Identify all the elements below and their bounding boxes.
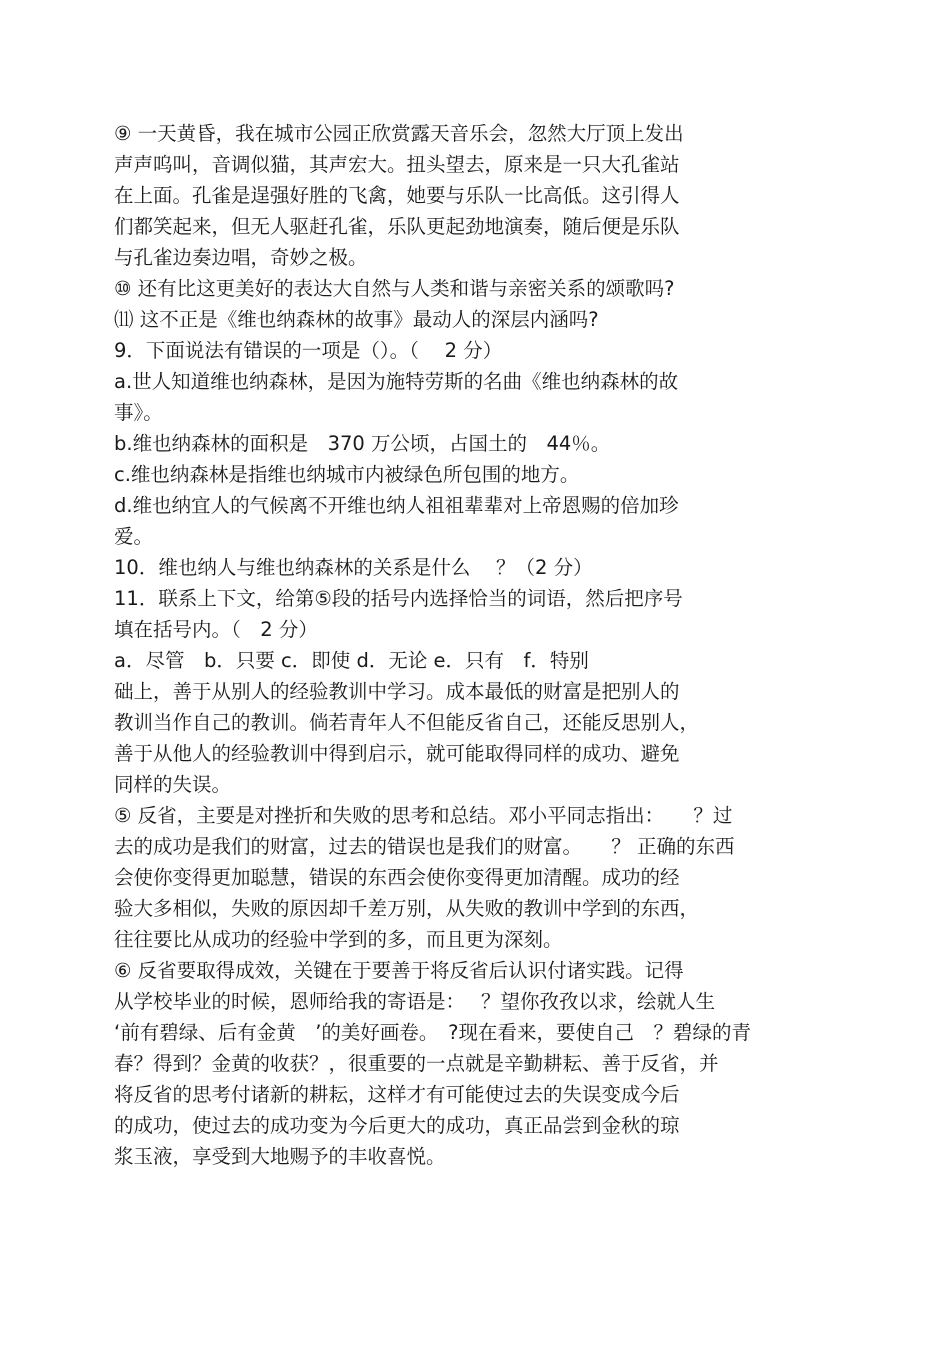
option-d: d.维也纳宜人的气候离不开维也纳人祖祖辈辈对上帝恩赐的倍加珍	[114, 494, 679, 517]
document-body	[114, 118, 834, 1172]
text-line: 事》。	[114, 401, 163, 424]
text-line: 爱。	[114, 525, 154, 548]
text-line: ⑨ 一天黄昏，我在城市公园正欣赏露天音乐会，忽然大厅顶上发出	[114, 122, 684, 145]
option-a: a.世人知道维也纳森林，是因为施特劳斯的名曲《维也纳森林的故	[114, 370, 679, 393]
option-c: c.维也纳森林是指维也纳城市内被绿色所包围的地方。	[114, 463, 580, 486]
text-line: 在上面。孔雀是逞强好胜的飞禽，她要与乐队一比高低。这引得人	[114, 184, 680, 207]
text-line: 春？得到？金黄的收获？，很重要的一点就是辛勤耕耘、善于反省，并	[114, 1052, 719, 1075]
text-line: 填在括号内。（ 2 分）	[114, 618, 318, 641]
text-line: 教训当作自己的教训。倘若青年人不但能反省自己，还能反思别人，	[114, 711, 700, 734]
text-line: 会使你变得更加聪慧，错误的东西会使你变得更加清醒。成功的经	[114, 866, 680, 889]
question-11: 11．联系上下文，给第⑤段的括号内选择恰当的词语，然后把序号	[114, 587, 683, 610]
question-10: 10．维也纳人与维也纳森林的关系是什么 ？（2 分）	[114, 556, 593, 579]
question-9: 9．下面说法有错误的一项是（）。（ 2 分）	[114, 339, 503, 362]
text-line: 验大多相似，失败的原因却千差万别，从失败的教训中学到的东西，	[114, 897, 700, 920]
text-line: ⑾ 这不正是《维也纳森林的故事》最动人的深层内涵吗?	[114, 308, 599, 331]
text-line: ‘前有碧绿、后有金黄 ’的美好画卷。 ?现在看来，要使自己 ？碧绿的青	[114, 1021, 751, 1044]
text-line: 的成功，使过去的成功变为今后更大的成功，真正品尝到金秋的琼	[114, 1114, 680, 1137]
word-choices: a．尽管 b．只要 c．即使 d．无论 e．只有 f．特别	[114, 649, 589, 672]
text-line: 往往要比从成功的经验中学到的多，而且更为深刻。	[114, 928, 563, 951]
text-line: 声声呜叫，音调似猫，其声宏大。扭头望去，原来是一只大孔雀站	[114, 153, 680, 176]
text-line: 们都笑起来，但无人驱赶孔雀，乐队更起劲地演奏，随后便是乐队	[114, 215, 680, 238]
paragraph-5-start: ⑤ 反省，主要是对挫折和失败的思考和总结。邓小平同志指出： ？过	[114, 804, 733, 827]
text-line: 础上，善于从别人的经验教训中学习。成本最低的财富是把别人的	[114, 680, 680, 703]
text-line: 去的成功是我们的财富，过去的错误也是我们的财富。 ？ 正确的东西	[114, 835, 735, 858]
text-line: 善于从他人的经验教训中得到启示，就可能取得同样的成功、避免	[114, 742, 680, 765]
text-line: 同样的失误。	[114, 773, 232, 796]
text-line: 浆玉液，享受到大地赐予的丰收喜悦。	[114, 1145, 446, 1168]
text-line: ⑩ 还有比这更美好的表达大自然与人类和谐与亲密关系的颂歌吗?	[114, 277, 675, 300]
text-line: 将反省的思考付诸新的耕耘，这样才有可能使过去的失误变成今后	[114, 1083, 680, 1106]
text-line: 与孔雀边奏边唱，奇妙之极。	[114, 246, 368, 269]
option-b: b.维也纳森林的面积是 370 万公顷，占国土的 44％。	[114, 432, 611, 455]
text-line: 从学校毕业的时候，恩师给我的寄语是： ？望你孜孜以求，绘就人生	[114, 990, 715, 1013]
paragraph-6-start: ⑥ 反省要取得成效，关键在于要善于将反省后认识付诸实践。记得	[114, 959, 684, 982]
